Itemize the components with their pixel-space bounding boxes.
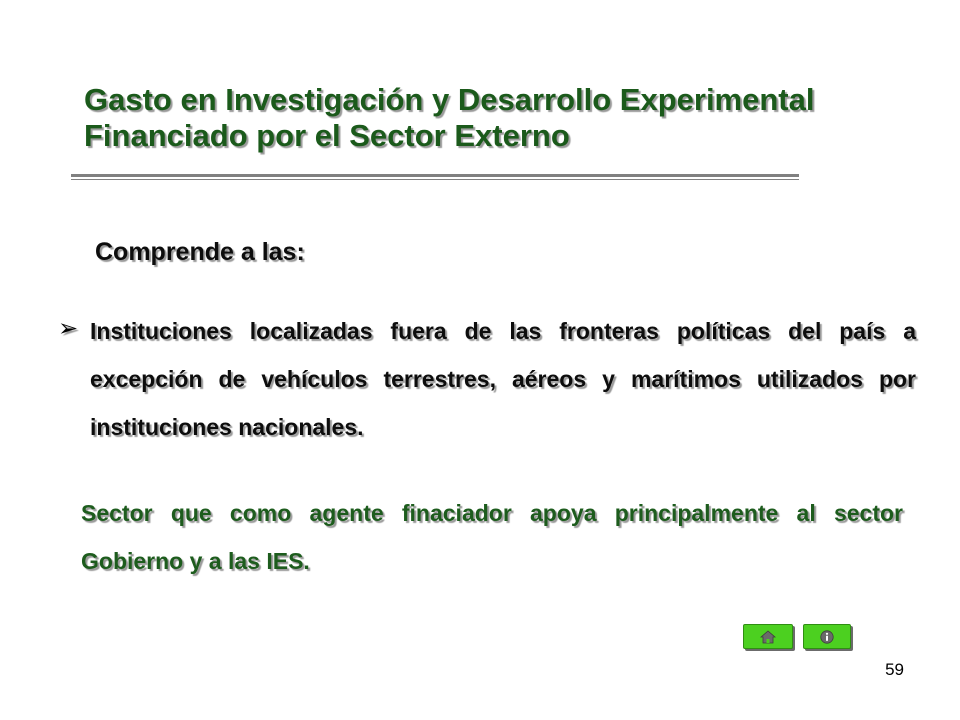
info-button[interactable] (803, 624, 851, 649)
bullet-text: Instituciones localizadas fuera de las fronteras políticas del país a excepción de vehículos terrestres, aéreos y marítimos utilizados por instituciones nacionales. (90, 318, 916, 440)
bullet-item (58, 307, 916, 451)
home-button[interactable] (743, 624, 793, 649)
title-divider (71, 174, 799, 180)
arrow-bullet-icon: ➢ (58, 315, 79, 342)
home-icon (760, 630, 776, 644)
slide-title: Gasto en Investigación y Desarrollo Experimental Financiado por el Sector Externo (84, 82, 815, 153)
page-number: 59 (885, 660, 904, 679)
intro-heading: Comprende a las: (95, 238, 305, 266)
info-icon (820, 630, 834, 644)
sector-note: Sector que como agente finaciador apoya principalmente al sector Gobierno y a las IES. (81, 500, 903, 574)
